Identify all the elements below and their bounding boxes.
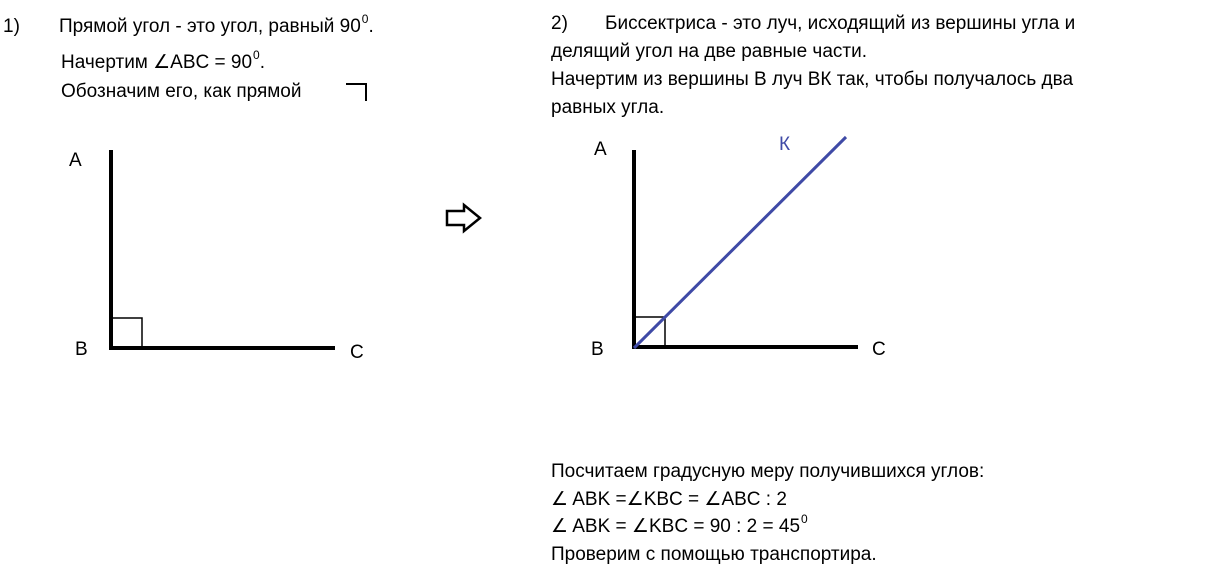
right-angle-definition [59,12,374,37]
bisector-instruction-line-2: равных угла. [551,97,665,118]
left-right-angle-mark [111,318,142,348]
right-item-number: 2) [551,13,568,34]
draw-angle-degree: 0 [253,48,260,62]
calc-title: Посчитаем градусную меру получившихся углов: [551,461,985,482]
definition-text: Прямой угол - это угол, равный 90 [59,16,361,37]
left-point-a-label: A [69,150,82,171]
calc-line-2-main: ∠ ABK = ∠KBC = 90 : 2 = 45 [551,516,801,537]
calc-line-2-degree: 0 [801,512,808,526]
right-point-c-label: C [872,339,886,360]
right-angle-symbol-icon [346,84,366,101]
bisector-instruction-line-1: Начертим из вершины В луч ВК так, чтобы получалось два [551,69,1074,90]
right-point-k-label: К [779,134,791,155]
draw-angle-end: . [259,52,265,73]
check-text: Проверим с помощью транспортира. [551,544,877,565]
left-point-b-label: B [75,339,88,360]
right-arrow-icon [447,205,480,231]
bisector-ray-bk [634,134,846,348]
left-item-number: 1) [3,16,20,37]
right-point-b-label: B [591,339,604,360]
calc-line-1: ∠ ABK =∠KBC = ∠ABC : 2 [551,489,787,510]
left-point-c-label: C [350,342,364,363]
definition-degree: 0 [361,12,369,26]
notation-text: Обозначим его, как прямой [61,81,302,102]
definition-end: . [368,16,374,37]
bisector-definition-line-1: Биссектриса - это луч, исходящий из вершины угла и [605,13,1076,34]
calc-line-2 [551,512,808,537]
right-point-a-label: A [594,139,607,160]
draw-angle-main: Начертим ∠ABC = 90 [61,52,253,73]
draw-angle-text [61,48,265,73]
bisector-definition-line-2: делящий угол на две равные части. [551,41,867,62]
